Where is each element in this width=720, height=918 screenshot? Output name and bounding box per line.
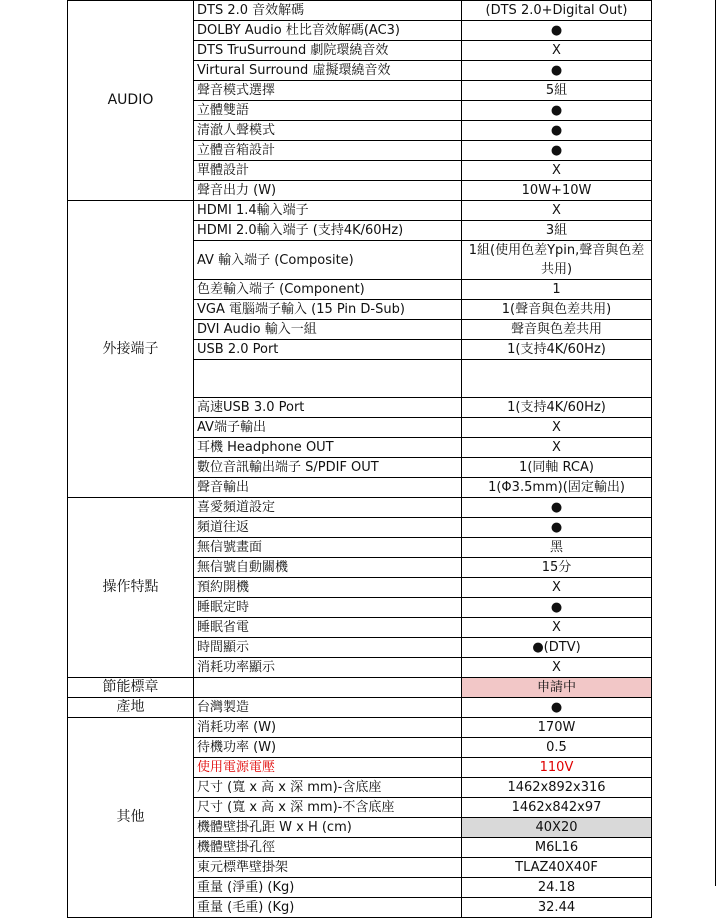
feature-label: 立體雙語 xyxy=(194,101,462,121)
feature-value: 1組(使用色差Ypin,聲音與色差共用) xyxy=(462,241,652,280)
feature-label: 聲音模式選擇 xyxy=(194,81,462,101)
feature-label: 立體音箱設計 xyxy=(194,141,462,161)
feature-label: DVI Audio 輸入一組 xyxy=(194,320,462,340)
feature-value: 170W xyxy=(462,718,652,738)
feature-label: 重量 (毛重) (Kg) xyxy=(194,898,462,918)
feature-value: 1(Φ3.5mm)(固定輸出) xyxy=(462,478,652,498)
feature-label: 數位音訊輸出端子 S/PDIF OUT xyxy=(194,458,462,478)
feature-label: 消耗功率 (W) xyxy=(194,718,462,738)
feature-value: ● xyxy=(462,141,652,161)
feature-label: 色差輸入端子 (Component) xyxy=(194,280,462,300)
feature-label: 耳機 Headphone OUT xyxy=(194,438,462,458)
table-row xyxy=(68,1,652,21)
feature-value: X xyxy=(462,438,652,458)
feature-value: 24.18 xyxy=(462,878,652,898)
feature-label: 機體壁掛孔徑 xyxy=(194,838,462,858)
table-row xyxy=(68,201,652,221)
feature-label: 無信號畫面 xyxy=(194,538,462,558)
feature-label: 喜愛頻道設定 xyxy=(194,498,462,518)
feature-label: 時間顯示 xyxy=(194,638,462,658)
feature-label: 待機功率 (W) xyxy=(194,738,462,758)
feature-value: 10W+10W xyxy=(462,181,652,201)
feature-value: 1(聲音與色差共用) xyxy=(462,300,652,320)
feature-value: X xyxy=(462,658,652,678)
feature-label: Virtural Surround 虛擬環繞音效 xyxy=(194,61,462,81)
feature-value: X xyxy=(462,418,652,438)
feature-label: AV 輸入端子 (Composite) xyxy=(194,241,462,280)
feature-value: ● xyxy=(462,21,652,41)
spec-table xyxy=(67,0,652,918)
feature-label: VGA 電腦端子輸入 (15 Pin D-Sub) xyxy=(194,300,462,320)
feature-label: 台灣製造 xyxy=(194,698,462,718)
category-operation: 操作特點 xyxy=(68,498,194,678)
feature-value: X xyxy=(462,618,652,638)
feature-label: DOLBY Audio 杜比音效解碼(AC3) xyxy=(194,21,462,41)
feature-value: ● xyxy=(462,698,652,718)
feature-value: ● xyxy=(462,121,652,141)
feature-value: 5組 xyxy=(462,81,652,101)
feature-value: 聲音與色差共用 xyxy=(462,320,652,340)
feature-value: 32.44 xyxy=(462,898,652,918)
table-row xyxy=(68,718,652,738)
feature-label: USB 2.0 Port xyxy=(194,340,462,360)
feature-value: ● xyxy=(462,598,652,618)
feature-value: 0.5 xyxy=(462,738,652,758)
feature-label: 尺寸 (寬 x 高 x 深 mm)-含底座 xyxy=(194,778,462,798)
feature-value: 15分 xyxy=(462,558,652,578)
feature-value xyxy=(462,360,652,398)
category-other: 其他 xyxy=(68,718,194,918)
feature-label: 睡眠定時 xyxy=(194,598,462,618)
category-audio: AUDIO xyxy=(68,1,194,201)
table-row xyxy=(68,498,652,518)
feature-value: X xyxy=(462,578,652,598)
feature-value: TLAZ40X40F xyxy=(462,858,652,878)
feature-label: 尺寸 (寬 x 高 x 深 mm)-不含底座 xyxy=(194,798,462,818)
feature-value: 1(支持4K/60Hz) xyxy=(462,340,652,360)
feature-label: 睡眠省電 xyxy=(194,618,462,638)
table-row xyxy=(68,698,652,718)
feature-value: 1(同軸 RCA) xyxy=(462,458,652,478)
feature-label: HDMI 1.4輸入端子 xyxy=(194,201,462,221)
feature-value: X xyxy=(462,161,652,181)
table-row xyxy=(68,678,652,698)
feature-value: 1(支持4K/60Hz) xyxy=(462,398,652,418)
feature-value: ● xyxy=(462,518,652,538)
feature-value: 1462x892x316 xyxy=(462,778,652,798)
feature-label: DTS 2.0 音效解碼 xyxy=(194,1,462,21)
category-connectors: 外接端子 xyxy=(68,201,194,498)
feature-label: 預約開機 xyxy=(194,578,462,598)
feature-value: 黑 xyxy=(462,538,652,558)
energy-label-status: 申請中 xyxy=(462,678,652,698)
feature-label: 清澈人聲模式 xyxy=(194,121,462,141)
feature-label: 聲音出力 (W) xyxy=(194,181,462,201)
feature-value: 3組 xyxy=(462,221,652,241)
feature-label: 頻道往返 xyxy=(194,518,462,538)
category-origin: 產地 xyxy=(68,698,194,718)
feature-value: 110V xyxy=(462,758,652,778)
feature-value: X xyxy=(462,201,652,221)
feature-label: 機體壁掛孔距 W x H (cm) xyxy=(194,818,462,838)
feature-value: 1 xyxy=(462,280,652,300)
feature-label: 重量 (淨重) (Kg) xyxy=(194,878,462,898)
feature-label: 使用電源電壓 xyxy=(194,758,462,778)
feature-label: 單體設計 xyxy=(194,161,462,181)
feature-label: 東元標準壁掛架 xyxy=(194,858,462,878)
feature-value: X xyxy=(462,41,652,61)
feature-value: ● xyxy=(462,61,652,81)
feature-value: ●(DTV) xyxy=(462,638,652,658)
feature-value: ● xyxy=(462,498,652,518)
category-energy-label: 節能標章 xyxy=(68,678,194,698)
feature-label: HDMI 2.0輸入端子 (支持4K/60Hz) xyxy=(194,221,462,241)
feature-label: 聲音輸出 xyxy=(194,478,462,498)
feature-value: M6L16 xyxy=(462,838,652,858)
page-edge-line xyxy=(715,0,716,886)
feature-label: 消耗功率顯示 xyxy=(194,658,462,678)
feature-value: 1462x842x97 xyxy=(462,798,652,818)
empty-cell xyxy=(194,678,462,698)
feature-label: 無信號自動關機 xyxy=(194,558,462,578)
feature-label xyxy=(194,360,462,398)
feature-label: DTS TruSurround 劇院環繞音效 xyxy=(194,41,462,61)
feature-label: 高速USB 3.0 Port xyxy=(194,398,462,418)
feature-value: ● xyxy=(462,101,652,121)
feature-value: (DTS 2.0+Digital Out) xyxy=(462,1,652,21)
feature-label: AV端子輸出 xyxy=(194,418,462,438)
feature-value: 40X20 xyxy=(462,818,652,838)
